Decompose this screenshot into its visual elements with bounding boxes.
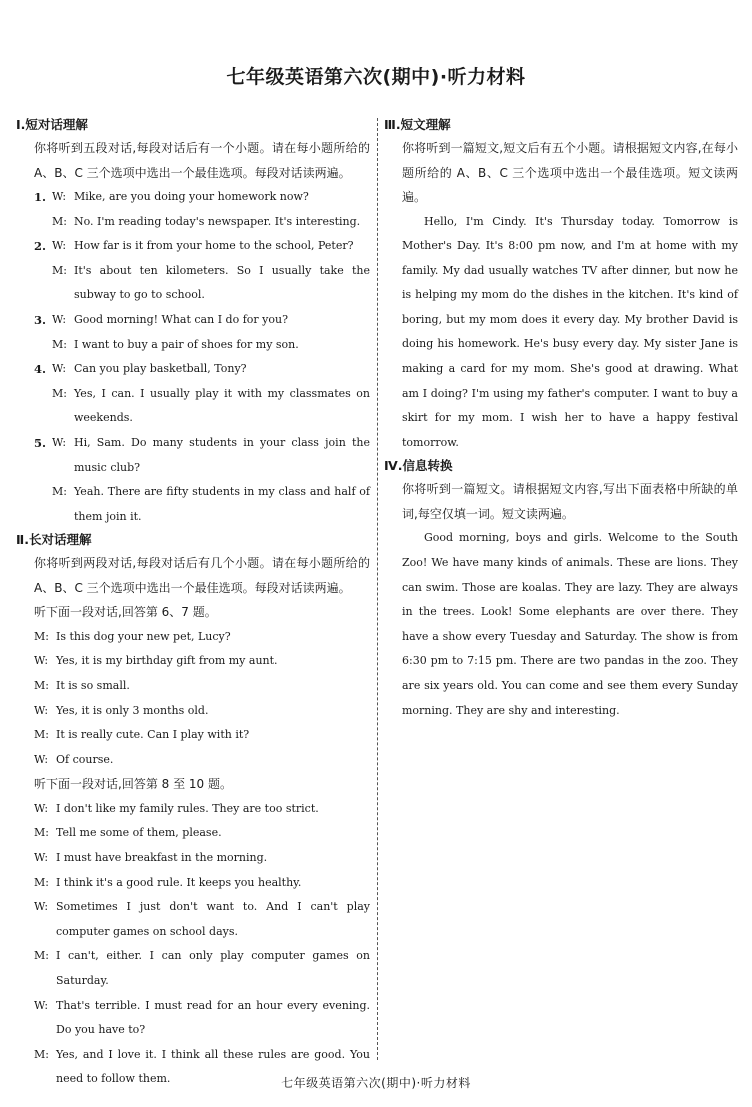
part-1-intro: 听下面一段对话,回答第 6、7 题。 (34, 605, 217, 620)
dialogue-text: I think it's a good rule. It keeps you healthy. (56, 875, 302, 889)
dialogue-text: It is really cute. Can I play with it? (56, 728, 250, 742)
section-4-instruction: 你将听到一篇短文。请根据短文内容,写出下面表格中所缺的单词,每空仅填一词。短文读两遍。 (402, 482, 738, 521)
dialogue-line (34, 821, 370, 846)
dialogue-line (34, 699, 370, 724)
dialogue-line (16, 234, 370, 259)
dialogue-text: Yeah. There are fifty students in my class and half of them join it. (74, 485, 370, 523)
dialogue-text: Sometimes I just don't want to. And I can't play computer games on school days. (56, 900, 370, 938)
dialogue-text: I want to buy a pair of shoes for my son. (74, 337, 299, 351)
speaker-label: W: (34, 998, 49, 1012)
section-4-heading: Ⅳ.信息转换 (384, 458, 453, 474)
dialogue-text: Can you play basketball, Tony? (74, 362, 247, 376)
section-3-heading: Ⅲ.短文理解 (384, 117, 451, 132)
question-number (34, 259, 52, 308)
speaker-label: M: (52, 214, 67, 228)
dialogue-text: Mike, are you doing your homework now? (74, 190, 309, 203)
left-column (16, 114, 370, 1092)
dialogue-line (34, 723, 370, 748)
dialogue-text: That's terrible. I must read for an hour every evening. Do you have to? (56, 998, 370, 1037)
question-number (34, 333, 52, 358)
right-column (384, 114, 738, 723)
dialogue-text: I don't like my family rules. They are too strict. (56, 801, 319, 815)
dialogue-line (16, 431, 370, 480)
section-4-passage: Good morning, boys and girls. Welcome to the South Zoo! We have many kinds of animals. These are lions. They can swim. Those are koalas. They are lazy. They are always in the trees. Look! Some elephants are over there. They have a show every Tuesday and Saturday. The show is from 6:30 pm to 7:15 pm. There are two pandas in the zoo. They are six years old. You can come and see them every Sunday morning. They are shy and interesting. (402, 531, 738, 717)
dialogue-line (34, 846, 370, 871)
speaker-label: M: (34, 875, 49, 889)
dialogue-text: Yes, I can. I usually play it with my classmates on weekends. (74, 386, 370, 425)
speaker-label: W: (34, 801, 49, 815)
dialogue-text: It's about ten kilometers. So I usually take the subway to go to school. (74, 263, 370, 302)
dialogue-line (16, 185, 370, 210)
column-divider (377, 118, 378, 1060)
part-2-intro: 听下面一段对话,回答第 8 至 10 题。 (34, 777, 232, 792)
dialogue-line (16, 357, 370, 382)
section-1-instruction: 你将听到五段对话,每段对话后有一个小题。请在每小题所给的 A、B、C 三个选项中选出一个最佳选项。每段对话读两遍。 (34, 141, 370, 180)
dialogue-line (34, 797, 370, 822)
speaker-label: W: (34, 703, 49, 717)
speaker-label: W: (34, 900, 49, 914)
long-dialogue-1 (16, 625, 370, 773)
question-number: 5. (34, 435, 47, 450)
question-number (34, 382, 52, 431)
dialogue-text: Tell me some of them, please. (56, 826, 222, 840)
question-number: 4. (34, 362, 47, 377)
dialogue-line (16, 382, 370, 431)
question-number (34, 210, 52, 235)
speaker-label: W: (34, 851, 49, 865)
dialogue-line (16, 480, 370, 529)
dialogue-line (34, 895, 370, 944)
speaker-label: M: (34, 826, 49, 840)
speaker-label: M: (52, 337, 67, 351)
dialogue-text: Hi, Sam. Do many students in your class join the music club? (74, 435, 370, 474)
speaker-label: W: (52, 435, 67, 449)
page-footer: 七年级英语第六次(期中)·听力材料 (281, 1076, 471, 1090)
speaker-label: M: (34, 679, 49, 692)
speaker-label: M: (34, 728, 49, 742)
speaker-label: M: (34, 1047, 49, 1061)
dialogue-line (16, 210, 370, 235)
dialogue-line (34, 649, 370, 674)
section-3-passage: Hello, I'm Cindy. It's Thursday today. Tomorrow is Mother's Day. It's 8:00 pm now, and I'm at home with my family. My dad usually watches TV after dinner, but now he is helping my mom do the dishes in the kitchen. It's kind of boring, but my mom does it every day. My brother David is doing his homework. He's busy every day. My sister Jane is making a card for my mom. She's good at drawing. What am I doing? I'm using my father's computer. I want to buy a skirt for my mom. I wish her to have a happy festival tomorrow. (402, 214, 738, 449)
dialogue-line (16, 333, 370, 358)
speaker-label: M: (34, 629, 49, 643)
speaker-label: M: (34, 949, 49, 963)
long-dialogue-2 (16, 797, 370, 1092)
section-2-instruction: 你将听到两段对话,每段对话后有几个小题。请在每小题所给的 A、B、C 三个选项中选出一个最佳选项。每段对话读两遍。 (34, 556, 370, 595)
dialogue-line (34, 674, 370, 699)
dialogue-line (16, 308, 370, 333)
speaker-label: M: (52, 386, 67, 400)
dialogue-text: It is so small. (56, 679, 130, 692)
dialogue-text: Good morning! What can I do for you? (74, 312, 288, 326)
question-number (34, 480, 52, 529)
dialogue-line (34, 625, 370, 650)
dialogue-text: I must have breakfast in the morning. (56, 851, 268, 865)
dialogue-text: Is this dog your new pet, Lucy? (56, 629, 231, 643)
dialogue-text: No. I'm reading today's newspaper. It's interesting. (74, 214, 361, 228)
dialogue-text: Yes, it is my birthday gift from my aunt. (56, 654, 278, 668)
question-number: 2. (34, 239, 47, 254)
section-1-dialogues (16, 185, 370, 529)
dialogue-text: Yes, it is only 3 months old. (56, 703, 209, 717)
dialogue-line (34, 994, 370, 1043)
speaker-label: W: (52, 362, 67, 376)
dialogue-text: Of course. (56, 752, 114, 766)
section-1-heading: Ⅰ.短对话理解 (16, 117, 88, 132)
dialogue-text: How far is it from your home to the school, Peter? (74, 239, 354, 253)
speaker-label: W: (34, 654, 49, 668)
dialogue-text: I can't, either. I can only play computer games on Saturday. (56, 949, 370, 988)
speaker-label: M: (52, 485, 67, 499)
dialogue-line (34, 748, 370, 773)
speaker-label: W: (34, 752, 49, 766)
section-3-instruction: 你将听到一篇短文,短文后有五个小题。请根据短文内容,在每小题所给的 A、B、C 三个选项中选出一个最佳选项。短文读两遍。 (402, 141, 738, 204)
question-number: 1. (34, 190, 47, 204)
dialogue-line (34, 944, 370, 993)
section-2-heading: Ⅱ.长对话理解 (16, 532, 92, 548)
dialogue-text: Yes, and I love it. I think all these rules are good. You need to follow them. (56, 1047, 370, 1086)
page-title: 七年级英语第六次(期中)·听力材料 (226, 66, 526, 88)
speaker-label: W: (52, 312, 67, 326)
speaker-label: W: (52, 190, 67, 203)
dialogue-line (16, 259, 370, 308)
speaker-label: W: (52, 239, 67, 253)
speaker-label: M: (52, 263, 67, 277)
question-number: 3. (34, 312, 47, 327)
dialogue-line (34, 871, 370, 896)
